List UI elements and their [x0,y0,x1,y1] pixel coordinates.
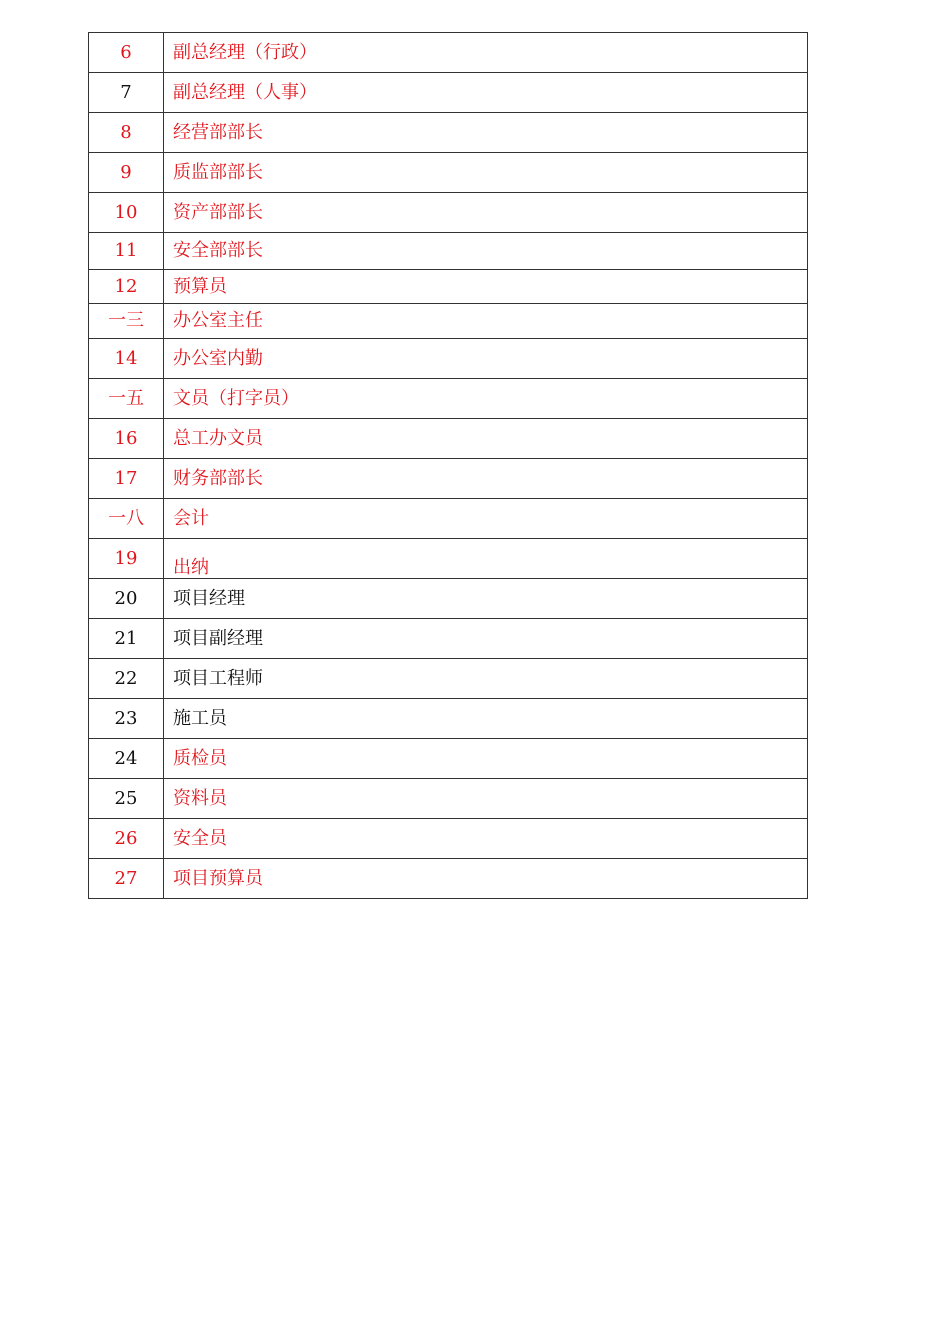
row-number: 26 [89,819,164,859]
table-row [89,459,808,499]
position-title: 财务部部长 [164,459,808,499]
position-title: 办公室主任 [164,304,808,339]
row-number: 11 [89,233,164,270]
position-table [88,32,808,899]
table-row [89,579,808,619]
row-number: 10 [89,193,164,233]
row-number: 25 [89,779,164,819]
row-number: 8 [89,113,164,153]
position-title: 经营部部长 [164,113,808,153]
table-row [89,739,808,779]
position-title: 项目副经理 [164,619,808,659]
row-number: 9 [89,153,164,193]
row-number: 一三 [89,304,164,339]
row-number: 12 [89,270,164,304]
table-row [89,193,808,233]
table-row [89,339,808,379]
position-title: 施工员 [164,699,808,739]
table-row [89,113,808,153]
table-row [89,233,808,270]
row-number: 27 [89,859,164,899]
row-number: 23 [89,699,164,739]
row-number: 21 [89,619,164,659]
table-row [89,73,808,113]
table-row [89,539,808,579]
table-row [89,33,808,73]
row-number: 17 [89,459,164,499]
table-row [89,779,808,819]
table-row [89,419,808,459]
position-title: 出纳 [164,539,808,579]
position-title: 副总经理（行政） [164,33,808,73]
position-title: 质检员 [164,739,808,779]
row-number: 16 [89,419,164,459]
row-number: 22 [89,659,164,699]
table-row [89,619,808,659]
table-row [89,819,808,859]
position-title: 资产部部长 [164,193,808,233]
row-number: 19 [89,539,164,579]
table-row [89,859,808,899]
table-row [89,659,808,699]
row-number: 20 [89,579,164,619]
row-number: 一八 [89,499,164,539]
table-row [89,304,808,339]
position-title: 总工办文员 [164,419,808,459]
table-row [89,379,808,419]
table-row [89,699,808,739]
position-title: 安全员 [164,819,808,859]
table-row [89,270,808,304]
position-title: 资料员 [164,779,808,819]
position-title: 项目经理 [164,579,808,619]
row-number: 14 [89,339,164,379]
position-title: 质监部部长 [164,153,808,193]
position-title: 项目工程师 [164,659,808,699]
row-number: 7 [89,73,164,113]
position-title: 项目预算员 [164,859,808,899]
position-title: 办公室内勤 [164,339,808,379]
position-title: 预算员 [164,270,808,304]
row-number: 6 [89,33,164,73]
position-title: 文员（打字员） [164,379,808,419]
position-title: 副总经理（人事） [164,73,808,113]
position-title: 会计 [164,499,808,539]
row-number: 24 [89,739,164,779]
row-number: 一五 [89,379,164,419]
position-title: 安全部部长 [164,233,808,270]
table-row [89,153,808,193]
table-row [89,499,808,539]
